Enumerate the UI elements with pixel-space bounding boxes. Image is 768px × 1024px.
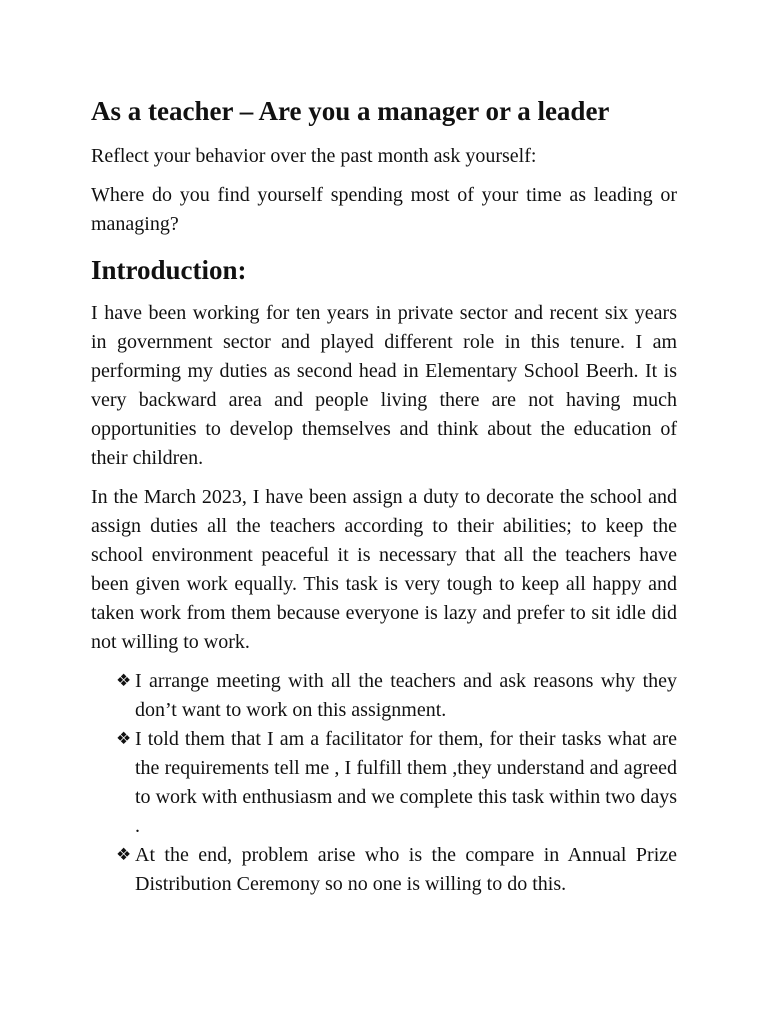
list-item-text: I arrange meeting with all the teachers and ask reasons why they don’t want to work on this assignment. [135, 670, 677, 721]
list-item-text: I told them that I am a facilitator for them, for their tasks what are the requirements tell me , I fulfill them ,they understand and agreed to work with enthusiasm and we complete this task within two days . [135, 728, 677, 837]
intro-paragraph-2: In the March 2023, I have been assign a duty to decorate the school and assign duties all the teachers according to their abilities; to keep the school environment peaceful it is necessary that all the teachers have been given work equally. This task is very tough to keep all happy and taken work from them because everyone is lazy and prefer to sit idle did not willing to work. [91, 486, 677, 653]
list-item [91, 667, 677, 725]
reflection-prompt: Reflect your behavior over the past month ask yourself: [91, 145, 537, 167]
introduction-heading: Introduction: [91, 255, 247, 285]
list-item [91, 841, 677, 899]
reflection-question: Where do you find yourself spending most of your time as leading or managing? [91, 184, 677, 235]
diamond-bullet-icon: ❖ [116, 845, 132, 865]
list-item [91, 725, 677, 841]
document-title: As a teacher – Are you a manager or a leader [91, 96, 610, 126]
action-list [91, 667, 677, 899]
document-page [91, 92, 677, 899]
diamond-bullet-icon: ❖ [116, 729, 132, 749]
diamond-bullet-icon: ❖ [116, 671, 132, 691]
intro-paragraph-1: I have been working for ten years in private sector and recent six years in government sector and played different role in this tenure. I am performing my duties as second head in Elementary School Beerh. It is very backward area and people living there are not having much opportunities to develop themselves and think about the education of their children. [91, 302, 677, 469]
list-item-text: At the end, problem arise who is the compare in Annual Prize Distribution Ceremony so no one is willing to do this. [135, 844, 677, 895]
